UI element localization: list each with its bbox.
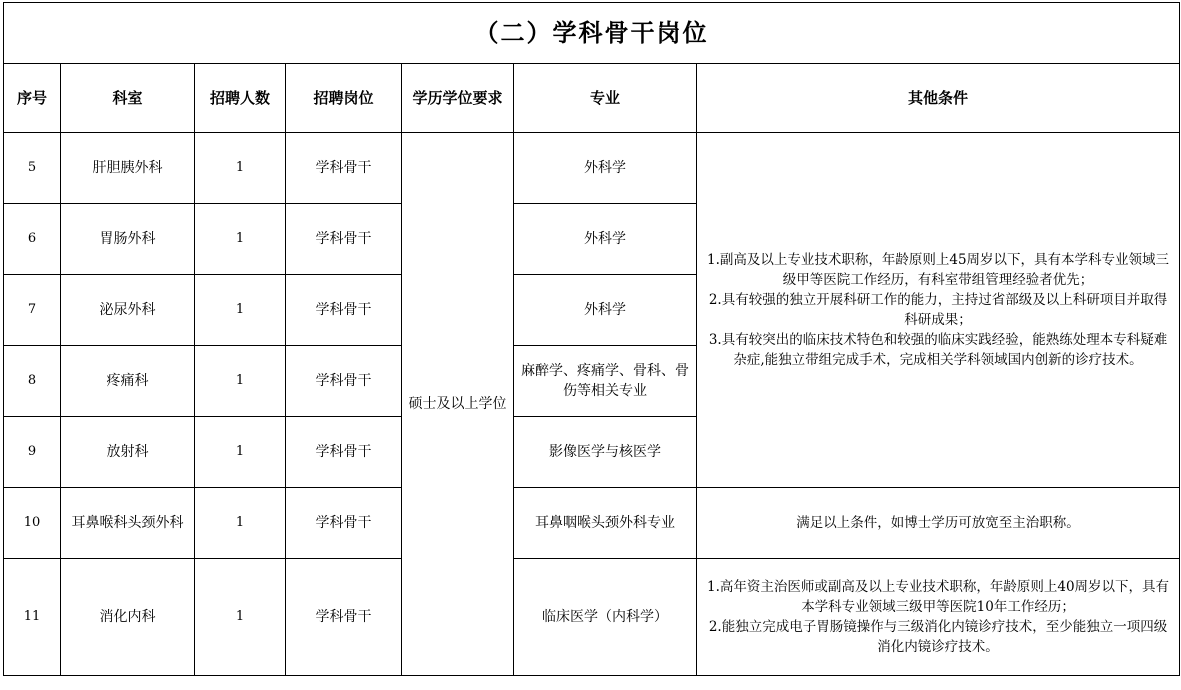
row-major: 麻醉学、疼痛学、骨科、骨伤等相关专业 (514, 346, 697, 417)
row-dept: 耳鼻喉科头颈外科 (61, 488, 195, 559)
header-count: 招聘人数 (195, 64, 286, 133)
row-post: 学科骨干 (286, 488, 402, 559)
recruitment-table-sheet (3, 2, 1179, 687)
table-title: （二）学科骨干岗位 (4, 3, 1180, 64)
header-post: 招聘岗位 (286, 64, 402, 133)
row-no: 9 (4, 417, 61, 488)
row-dept: 放射科 (61, 417, 195, 488)
row-count: 1 (195, 488, 286, 559)
row-major: 外科学 (514, 133, 697, 204)
row-post: 学科骨干 (286, 346, 402, 417)
table-row (4, 133, 1180, 204)
header-row (4, 64, 1180, 133)
row-no: 6 (4, 204, 61, 275)
row-post: 学科骨干 (286, 559, 402, 676)
row-dept: 泌尿外科 (61, 275, 195, 346)
row-count: 1 (195, 417, 286, 488)
header-conditions: 其他条件 (697, 64, 1180, 133)
row-dept: 疼痛科 (61, 346, 195, 417)
row-major: 耳鼻咽喉头颈外科专业 (514, 488, 697, 559)
row-no: 5 (4, 133, 61, 204)
conditions-row11 (697, 559, 1180, 676)
row-post: 学科骨干 (286, 275, 402, 346)
row-no: 11 (4, 559, 61, 676)
row-major: 外科学 (514, 275, 697, 346)
row-dept: 肝胆胰外科 (61, 133, 195, 204)
row-major: 影像医学与核医学 (514, 417, 697, 488)
table-row (4, 488, 1180, 559)
row-major: 外科学 (514, 204, 697, 275)
row-dept: 胃肠外科 (61, 204, 195, 275)
row-dept: 消化内科 (61, 559, 195, 676)
row-count: 1 (195, 275, 286, 346)
row-no: 7 (4, 275, 61, 346)
header-major: 专业 (514, 64, 697, 133)
header-education: 学历学位要求 (402, 64, 514, 133)
recruitment-table (3, 2, 1180, 676)
row-post: 学科骨干 (286, 204, 402, 275)
condition-item: 3.具有较突出的临床技术特色和较强的临床实践经验，能熟练处理本专科疑难杂症,能独立带组完成手术，完成相关学科领域国内创新的诊疗技术。 (708, 332, 1168, 368)
conditions-row10: 满足以上条件，如博士学历可放宽至主治职称。 (697, 488, 1180, 559)
row-count: 1 (195, 559, 286, 676)
conditions-group (697, 133, 1180, 488)
row-no: 8 (4, 346, 61, 417)
condition-item: 1.副高及以上专业技术职称，年龄原则上45周岁以下，具有本学科专业领域三级甲等医院工作经历，有科室带组管理经验者优先； (707, 252, 1170, 288)
condition-item: 2.能独立完成电子胃肠镜操作与三级消化内镜诊疗技术，至少能独立一项四级消化内镜诊疗技术。 (708, 619, 1168, 655)
header-dept: 科室 (61, 64, 195, 133)
row-count: 1 (195, 346, 286, 417)
table-row (4, 559, 1180, 676)
row-count: 1 (195, 133, 286, 204)
row-post: 学科骨干 (286, 133, 402, 204)
education-requirement: 硕士及以上学位 (402, 133, 514, 676)
row-post: 学科骨干 (286, 417, 402, 488)
header-no: 序号 (4, 64, 61, 133)
row-count: 1 (195, 204, 286, 275)
condition-item: 1.高年资主治医师或副高及以上专业技术职称，年龄原则上40周岁以下，具有本学科专业领域三级甲等医院10年工作经历； (707, 579, 1170, 615)
row-no: 10 (4, 488, 61, 559)
row-major: 临床医学（内科学） (514, 559, 697, 676)
condition-item: 2.具有较强的独立开展科研工作的能力，主持过省部级及以上科研项目并取得科研成果； (708, 292, 1168, 328)
